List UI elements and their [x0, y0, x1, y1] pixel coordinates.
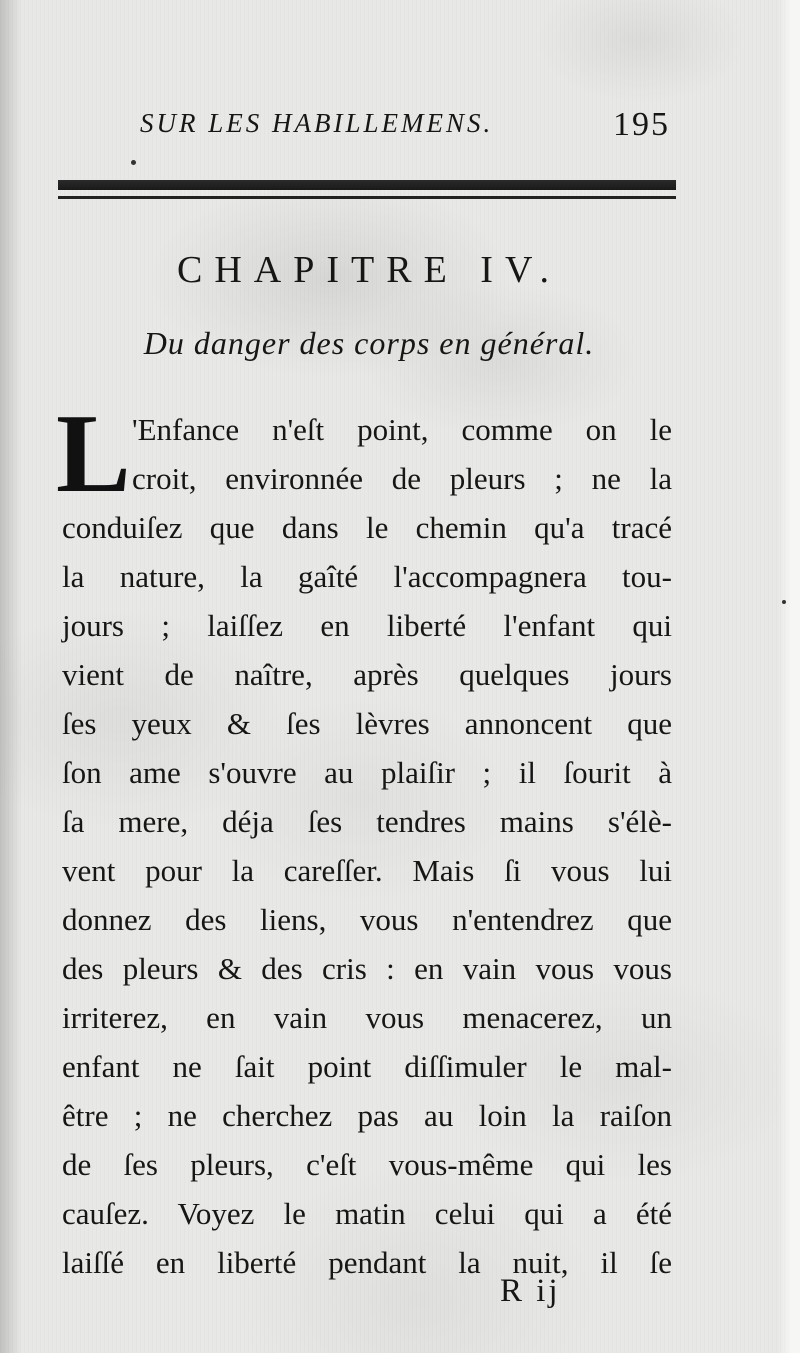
text-line: laiſſé en liberté pendant la nuit, il ſe: [62, 1245, 672, 1280]
text-line: enfant ne ſait point diſſimuler le mal-: [62, 1049, 672, 1084]
page-number: 195: [613, 106, 670, 143]
text-line: cauſez. Voyez le matin celui qui a été: [62, 1196, 672, 1231]
text-line: irriterez, en vain vous menacerez, un: [62, 1000, 672, 1035]
text-line: être ; ne cherchez pas au loin la raiſon: [62, 1098, 672, 1133]
page-edge: [778, 0, 800, 1353]
text-line: donnez des liens, vous n'entendrez que: [62, 902, 672, 937]
text-line: vient de naître, après quelques jours: [62, 657, 672, 692]
text-line: ſon ame s'ouvre au plaiſir ; il ſourit à: [62, 755, 672, 790]
running-head: [140, 108, 670, 148]
text-line: jours ; laiſſez en liberté l'enfant qui: [62, 608, 672, 643]
drop-cap: L: [56, 392, 131, 516]
text-line: vent pour la careſſer. Mais ſi vous lui: [62, 853, 672, 888]
text-line: croit, environnée de pleurs ; ne la: [132, 461, 672, 496]
text-line: ſes yeux & ſes lèvres annoncent que: [62, 706, 672, 741]
text-line: des pleurs & des cris : en vain vous vous: [62, 951, 672, 986]
gutter-shadow: [0, 0, 22, 1353]
chapter-subtitle: Du danger des corps en général.: [143, 325, 595, 361]
signature-mark: R ij: [500, 1273, 561, 1309]
text-line: conduiſez que dans le chemin qu'a tracé: [62, 510, 672, 545]
running-head-title: SUR LES HABILLEMENS.: [140, 108, 494, 138]
text-line: la nature, la gaîté l'accompagnera tou-: [62, 559, 672, 594]
chapter-title: CHAPITRE IV.: [177, 249, 561, 291]
header-rule-thin: [58, 196, 676, 199]
text-line: de ſes pleurs, c'eſt vous-même qui les: [62, 1147, 672, 1182]
text-line: ſa mere, déja ſes tendres mains s'élè-: [62, 804, 672, 839]
ink-speck: [131, 160, 136, 165]
header-rule-thick: [58, 180, 676, 190]
text-line: 'Enfance n'eſt point, comme on le: [132, 412, 672, 447]
ink-speck: [782, 600, 786, 604]
